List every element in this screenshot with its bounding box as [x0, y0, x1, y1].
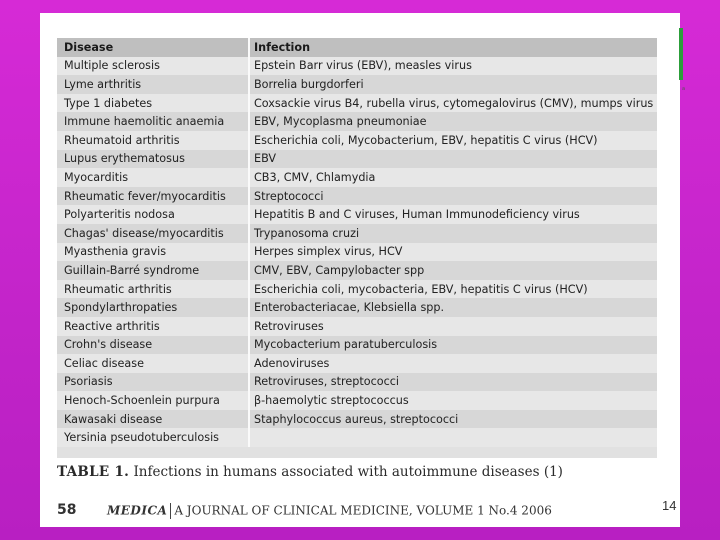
- table-row: [57, 243, 657, 262]
- disease-cell: Polyarteritis nodosa: [57, 205, 249, 224]
- table-row: [57, 150, 657, 169]
- infection-cell: Streptococci: [249, 187, 657, 206]
- infection-cell: Mycobacterium paratuberculosis: [249, 336, 657, 355]
- infection-cell: β-haemolytic streptococcus: [249, 391, 657, 410]
- table-header-row: [57, 38, 657, 57]
- table-row: [57, 57, 657, 76]
- table-row: [57, 168, 657, 187]
- page-number: 58: [57, 502, 77, 518]
- disease-cell: Rheumatic fever/myocarditis: [57, 187, 249, 206]
- disease-cell: Myocarditis: [57, 168, 249, 187]
- table-row: [57, 224, 657, 243]
- infection-cell: EBV: [249, 150, 657, 169]
- infection-cell: Trypanosoma cruzi: [249, 224, 657, 243]
- table-row: [57, 261, 657, 280]
- disease-cell: Crohn's disease: [57, 336, 249, 355]
- disease-cell: Lupus erythematosus: [57, 150, 249, 169]
- disease-cell: Immune haemolitic anaemia: [57, 112, 249, 131]
- footer-divider: [170, 503, 171, 519]
- disease-cell: Guillain-Barré syndrome: [57, 261, 249, 280]
- table-row: [57, 336, 657, 355]
- green-accent-bar: [679, 28, 683, 80]
- disease-cell: Yersinia pseudotuberculosis: [57, 428, 249, 447]
- infection-cell: Adenoviruses: [249, 354, 657, 373]
- corner-mark: a: [682, 86, 686, 92]
- infection-cell: Epstein Barr virus (EBV), measles virus: [249, 57, 657, 76]
- infection-cell: EBV, Mycoplasma pneumoniae: [249, 112, 657, 131]
- infection-cell: CB3, CMV, Chlamydia: [249, 168, 657, 187]
- slide-number: 14: [662, 498, 677, 513]
- disease-cell: Myasthenia gravis: [57, 243, 249, 262]
- disease-cell: Chagas' disease/myocarditis: [57, 224, 249, 243]
- journal-brand: MEDICA: [107, 503, 168, 518]
- disease-cell: Lyme arthritis: [57, 75, 249, 94]
- autoimmune-infection-table: [57, 38, 657, 447]
- table-row: [57, 391, 657, 410]
- table-row: [57, 94, 657, 113]
- table-row: [57, 354, 657, 373]
- table-row: [57, 75, 657, 94]
- infection-cell: Retroviruses, streptococci: [249, 373, 657, 392]
- caption-label: TABLE 1.: [57, 464, 130, 480]
- disease-cell: Celiac disease: [57, 354, 249, 373]
- table-row: [57, 112, 657, 131]
- disease-cell: Spondylarthropaties: [57, 298, 249, 317]
- infection-cell: Borrelia burgdorferi: [249, 75, 657, 94]
- disease-cell: Type 1 diabetes: [57, 94, 249, 113]
- table-row: [57, 187, 657, 206]
- table-row: [57, 280, 657, 299]
- infection-cell: Staphylococcus aureus, streptococci: [249, 410, 657, 429]
- disease-cell: Reactive arthritis: [57, 317, 249, 336]
- table-body: [57, 57, 657, 447]
- table-row: [57, 428, 657, 447]
- infection-cell: CMV, EBV, Campylobacter spp: [249, 261, 657, 280]
- table-row: [57, 298, 657, 317]
- table-row: [57, 373, 657, 392]
- disease-cell: Kawasaki disease: [57, 410, 249, 429]
- infection-cell: Escherichia coli, mycobacteria, EBV, hepatitis C virus (HCV): [249, 280, 657, 299]
- journal-citation: [107, 503, 552, 519]
- disease-cell: Henoch-Schoenlein purpura: [57, 391, 249, 410]
- header-disease: Disease: [57, 38, 249, 57]
- infection-cell: Hepatitis B and C viruses, Human Immunodeficiency virus: [249, 205, 657, 224]
- caption-text: Infections in humans associated with autoimmune diseases (1): [129, 464, 563, 480]
- table-row: [57, 205, 657, 224]
- scanned-table-image: [57, 38, 657, 458]
- disease-cell: Rheumatoid arthritis: [57, 131, 249, 150]
- disease-cell: Rheumatic arthritis: [57, 280, 249, 299]
- infection-cell: Enterobacteriacae, Klebsiella spp.: [249, 298, 657, 317]
- journal-footer: [57, 500, 552, 522]
- infection-cell: Retroviruses: [249, 317, 657, 336]
- journal-title: A JOURNAL OF CLINICAL MEDICINE, VOLUME 1 No.4 2006: [174, 503, 552, 518]
- infection-cell: [249, 428, 657, 447]
- disease-cell: Psoriasis: [57, 373, 249, 392]
- infection-cell: Herpes simplex virus, HCV: [249, 243, 657, 262]
- infection-cell: Escherichia coli, Mycobacterium, EBV, hepatitis C virus (HCV): [249, 131, 657, 150]
- disease-cell: Multiple sclerosis: [57, 57, 249, 76]
- table-row: [57, 131, 657, 150]
- header-infection: Infection: [249, 38, 657, 57]
- table-row: [57, 317, 657, 336]
- table-caption: [57, 464, 657, 480]
- infection-cell: Coxsackie virus B4, rubella virus, cytomegalovirus (CMV), mumps virus: [249, 94, 657, 113]
- table-row: [57, 410, 657, 429]
